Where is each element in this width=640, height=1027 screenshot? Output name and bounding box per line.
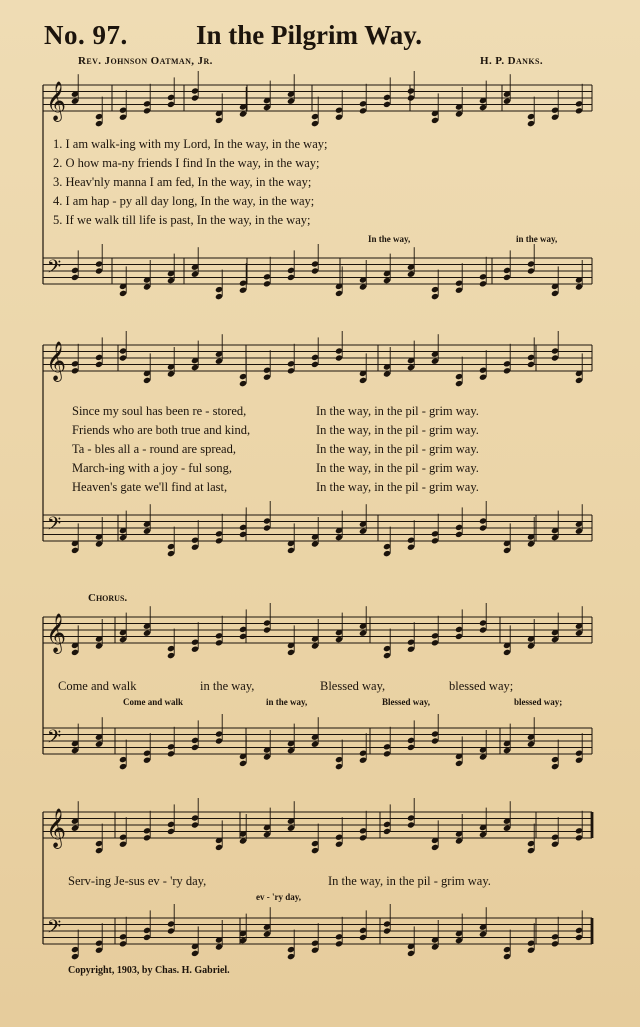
system-1-bass-clef: 𝄢 bbox=[47, 257, 62, 282]
chorus-in-the-way: in the way, bbox=[200, 679, 255, 693]
verse-3-line: 3. Heav'nly manna I am fed, In the way, in the way; bbox=[53, 175, 312, 189]
refrain-line-2: In the way, in the pil - grim way. bbox=[316, 423, 479, 437]
refrain-line-4: In the way, in the pil - grim way. bbox=[316, 461, 479, 475]
chorus-serving-line: Serv-ing Je-sus ev - 'ry day, bbox=[68, 874, 207, 888]
refrain-line-1: In the way, in the pil - grim way. bbox=[316, 404, 479, 418]
system-4-bass-clef: 𝄢 bbox=[47, 917, 62, 942]
hymn-title: In the Pilgrim Way. bbox=[196, 20, 423, 50]
system-3-treble-clef: 𝄞 bbox=[46, 613, 67, 653]
hymn-number: No. 97. bbox=[44, 20, 128, 50]
system-3-bass-clef: 𝄢 bbox=[47, 727, 62, 752]
chorus-cue-1: Come and walk bbox=[123, 697, 184, 707]
second-line-3: Ta - bles all a - round are spread, bbox=[72, 442, 236, 456]
chorus-cue-4: blessed way; bbox=[514, 697, 563, 707]
refrain-line-3: In the way, in the pil - grim way. bbox=[316, 442, 479, 456]
cue-in-the-way-2: in the way, bbox=[516, 234, 558, 244]
system-4-treble-clef: 𝄞 bbox=[46, 808, 67, 848]
chorus-pilgrim-line: In the way, in the pil - grim way. bbox=[328, 874, 491, 888]
author-credit: Rev. Johnson Oatman, Jr. bbox=[78, 55, 213, 67]
chorus-cue-3: Blessed way, bbox=[382, 697, 431, 707]
chorus-blessed-way-2: blessed way; bbox=[449, 679, 514, 693]
chorus-cue-2: in the way, bbox=[266, 697, 308, 707]
chorus-cue-every-day: ev - 'ry day, bbox=[256, 892, 301, 902]
system-2-bass-clef: 𝄢 bbox=[47, 514, 62, 539]
system-2-treble-clef: 𝄞 bbox=[46, 341, 67, 381]
refrain-line-5: In the way, in the pil - grim way. bbox=[316, 480, 479, 494]
second-line-4: March-ing with a joy - ful song, bbox=[72, 461, 233, 475]
second-line-1: Since my soul has been re - stored, bbox=[72, 404, 247, 418]
chorus-blessed-way-1: Blessed way, bbox=[320, 679, 386, 693]
system-1-treble-clef: 𝄞 bbox=[46, 81, 67, 121]
verse-4-line: 4. I am hap - py all day long, In the way, in the way; bbox=[53, 194, 315, 208]
composer-credit: H. P. Danks. bbox=[480, 55, 543, 67]
copyright-notice: Copyright, 1903, by Chas. H. Gabriel. bbox=[68, 965, 230, 976]
verse-1-line: 1. I am walk-ing with my Lord, In the way, in the way; bbox=[53, 137, 328, 151]
second-line-2: Friends who are both true and kind, bbox=[72, 423, 251, 437]
second-line-5: Heaven's gate we'll find at last, bbox=[72, 480, 228, 494]
verse-2-line: 2. O how ma-ny friends I find In the way, in the way; bbox=[53, 156, 320, 170]
chorus-come-and-walk: Come and walk bbox=[58, 679, 137, 693]
verse-5-line: 5. If we walk till life is past, In the way, in the way; bbox=[53, 213, 311, 227]
cue-in-the-way-1: In the way, bbox=[368, 234, 411, 244]
chorus-label: Chorus. bbox=[88, 592, 128, 604]
